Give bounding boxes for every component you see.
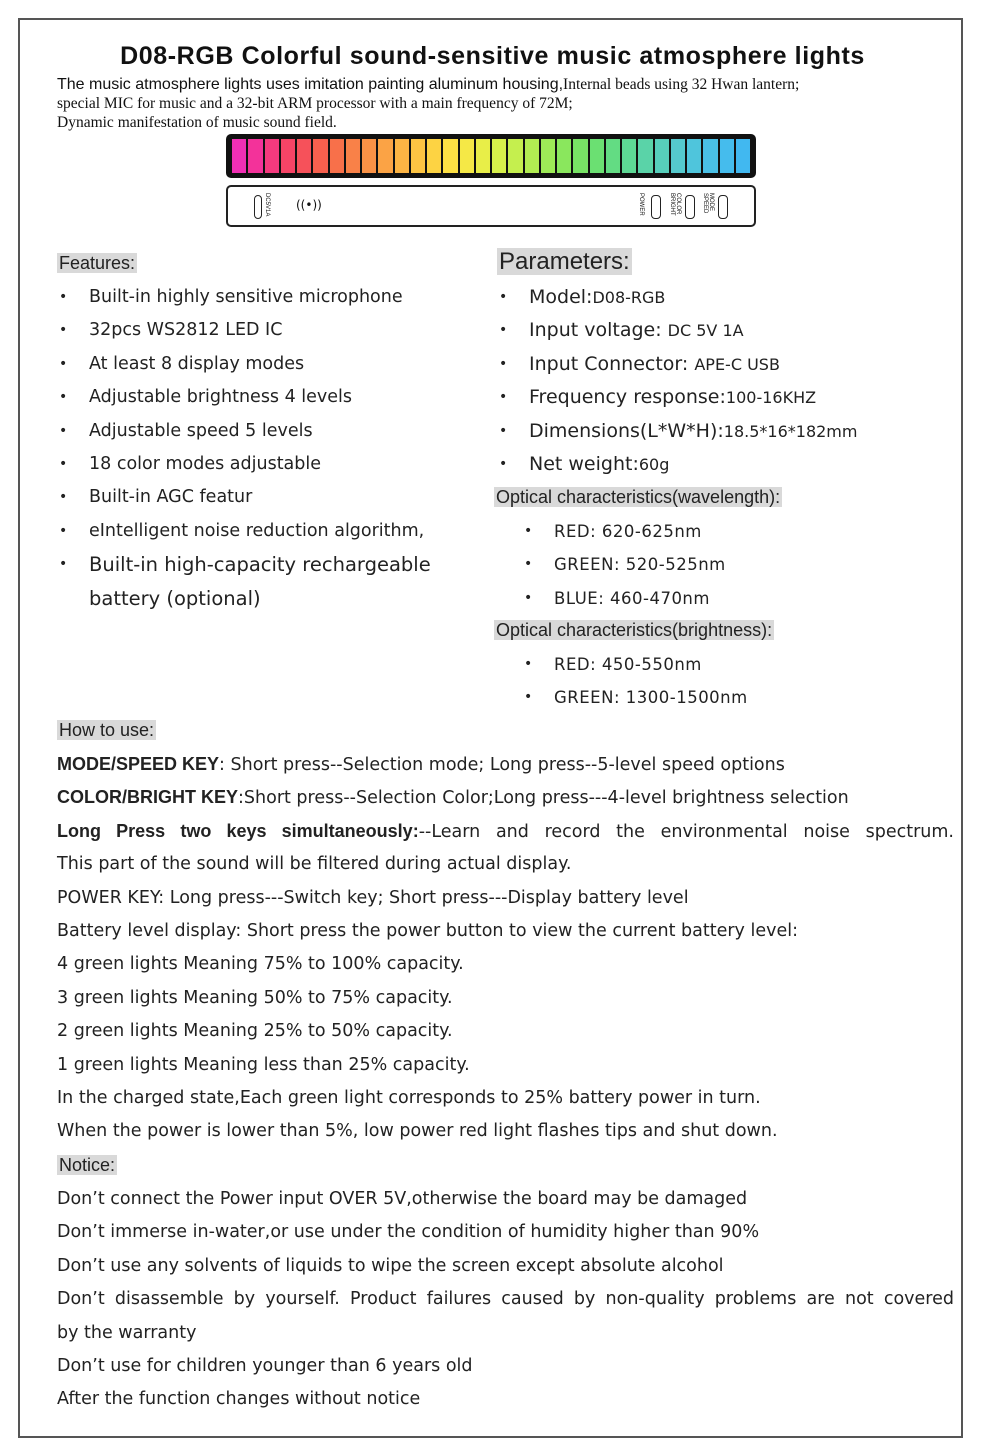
parameters-list <box>497 281 957 481</box>
feature-item: • Adjustable brightness 4 levels <box>57 381 477 414</box>
wavelength-item: • GREEN: 520-525nm <box>522 548 922 581</box>
mode-key-line: MODE/SPEED KEY: Short press--Selection mode; Long press--5-level speed options <box>57 754 785 775</box>
brightness-heading: Optical characteristics(brightness): <box>496 620 773 640</box>
feature-item: • Built-in high-capacity rechargeable battery (optional) <box>57 548 477 615</box>
led-segment <box>476 139 490 173</box>
led-segment <box>703 139 717 173</box>
led-segment <box>687 139 701 173</box>
led-segment <box>525 139 539 173</box>
features-list <box>57 281 477 615</box>
led-segment <box>395 139 409 173</box>
led-segment <box>248 139 262 173</box>
notice-line: Don’t immerse in-water,or use under the condition of humidity higher than 90% <box>57 1222 760 1243</box>
intro-line-1b: Internal beads using 32 Hwan lantern; <box>563 76 800 93</box>
wavelength-heading: Optical characteristics(wavelength): <box>496 487 781 507</box>
led-segment <box>606 139 620 173</box>
color-button-icon <box>685 195 695 219</box>
notice-line: Don’t disassemble by yourself. Product failures caused by non-quality problems are not covered <box>57 1289 954 1310</box>
how-to-use-heading: How to use: <box>59 720 155 740</box>
feature-item: • At least 8 display modes <box>57 348 477 381</box>
notice-line: Don’t connect the Power input OVER 5V,otherwise the board may be damaged <box>57 1189 748 1209</box>
led-segment <box>281 139 295 173</box>
led-segment <box>443 139 457 173</box>
led-segment <box>297 139 311 173</box>
port-label: DC5V1A <box>264 193 270 217</box>
led-segment <box>557 139 571 173</box>
usage-line: 1 green lights Meaning less than 25% capacity. <box>57 1054 470 1075</box>
feature-item: • Built-in AGC featur <box>57 481 477 514</box>
led-segment <box>541 139 555 173</box>
notice-line: After the function changes without notice <box>57 1389 421 1410</box>
usage-line: 3 green lights Meaning 50% to 75% capacity. <box>57 987 453 1008</box>
usage-line: This part of the sound will be filtered during actual display. <box>57 854 572 875</box>
brightness-list <box>522 648 922 715</box>
brightness-item: • RED: 450-550nm <box>522 648 922 681</box>
parameters-heading: Parameters: <box>499 248 630 275</box>
parameter-item: • Dimensions(L*W*H):18.5*16*182mm <box>497 415 957 448</box>
usage-line: POWER KEY: Long press---Switch key; Short press---Display battery level <box>57 887 689 908</box>
wavelength-item: • RED: 620-625nm <box>522 515 922 548</box>
long-press-line: Long Press two keys simultaneously:--Learn and record the environmental noise spectrum. <box>57 820 954 842</box>
usage-line: 4 green lights Meaning 75% to 100% capacity. <box>57 954 464 975</box>
feature-item: • Adjustable speed 5 levels <box>57 415 477 448</box>
feature-item: • eIntelligent noise reduction algorithm, <box>57 515 477 548</box>
led-segment <box>492 139 506 173</box>
device-side-illustration <box>226 185 756 227</box>
features-heading: Features: <box>59 253 136 273</box>
brightness-item: • GREEN: 1300-1500nm <box>522 681 922 714</box>
led-segment <box>622 139 636 173</box>
color-key-line: COLOR/BRIGHT KEY:Short press--Selection Color;Long press---4-level brightness selection <box>57 787 849 809</box>
intro-line-1a: The music atmosphere lights uses imitation painting aluminum housing, <box>57 76 564 93</box>
led-segment <box>411 139 425 173</box>
how-to-use-body <box>57 748 957 1149</box>
microphone-icon: ((•)) <box>296 198 322 212</box>
led-segment <box>671 139 685 173</box>
led-segment <box>427 139 441 173</box>
led-segment <box>590 139 604 173</box>
usage-line: In the charged state,Each green light corresponds to 25% battery power in turn. <box>57 1087 761 1108</box>
led-segment <box>313 139 327 173</box>
wavelength-list <box>522 515 922 615</box>
usb-port-icon <box>254 195 262 219</box>
led-segment <box>265 139 279 173</box>
led-segment <box>232 139 246 173</box>
mode-label: MODE SPEED <box>702 193 714 214</box>
usage-line: When the power is lower than 5%, low power red light flashes tips and shut down. <box>57 1121 778 1142</box>
feature-item: • 18 color modes adjustable <box>57 448 477 481</box>
power-button-icon <box>651 195 661 219</box>
notice-line: by the warranty <box>57 1322 197 1343</box>
led-segment <box>508 139 522 173</box>
intro-text <box>57 75 937 132</box>
feature-item: • 32pcs WS2812 LED IC <box>57 314 477 347</box>
power-label: POWER <box>638 193 644 216</box>
led-segment <box>655 139 669 173</box>
notice-line: Don’t use for children younger than 6 years old <box>57 1355 473 1376</box>
led-segment <box>638 139 652 173</box>
usage-line: Battery level display: Short press the power button to view the current battery level: <box>57 920 798 941</box>
led-segment <box>736 139 750 173</box>
led-segment <box>378 139 392 173</box>
parameter-item: • Frequency response:100-16KHZ <box>497 381 957 414</box>
parameter-item: • Input Connector: APE-C USB <box>497 348 957 381</box>
parameter-item: • Model:D08-RGB <box>497 281 957 314</box>
led-segment <box>573 139 587 173</box>
notice-body <box>57 1183 957 1417</box>
parameter-item: • Net weight:60g <box>497 448 957 481</box>
led-segment <box>330 139 344 173</box>
intro-line-2: special MIC for music and a 32-bit ARM processor with a main frequency of 72M; <box>57 95 573 112</box>
led-segment <box>720 139 734 173</box>
parameter-item: • Input voltage: DC 5V 1A <box>497 314 957 347</box>
notice-line: Don’t use any solvents of liquids to wipe the screen except absolute alcohol <box>57 1255 724 1276</box>
color-label: COLOR BRIGHT <box>669 193 681 216</box>
usage-line: 2 green lights Meaning 25% to 50% capacity. <box>57 1021 453 1042</box>
led-segment <box>346 139 360 173</box>
feature-item: • Built-in highly sensitive microphone <box>57 281 477 314</box>
led-segment <box>460 139 474 173</box>
led-segment <box>362 139 376 173</box>
mode-button-icon <box>718 195 728 219</box>
wavelength-item: • BLUE: 460-470nm <box>522 582 922 615</box>
notice-heading: Notice: <box>59 1155 116 1175</box>
page-title: D08-RGB Colorful sound-sensitive music atmosphere lights <box>120 42 865 70</box>
intro-line-3: Dynamic manifestation of music sound field. <box>57 114 337 131</box>
led-strip-illustration <box>226 134 756 178</box>
